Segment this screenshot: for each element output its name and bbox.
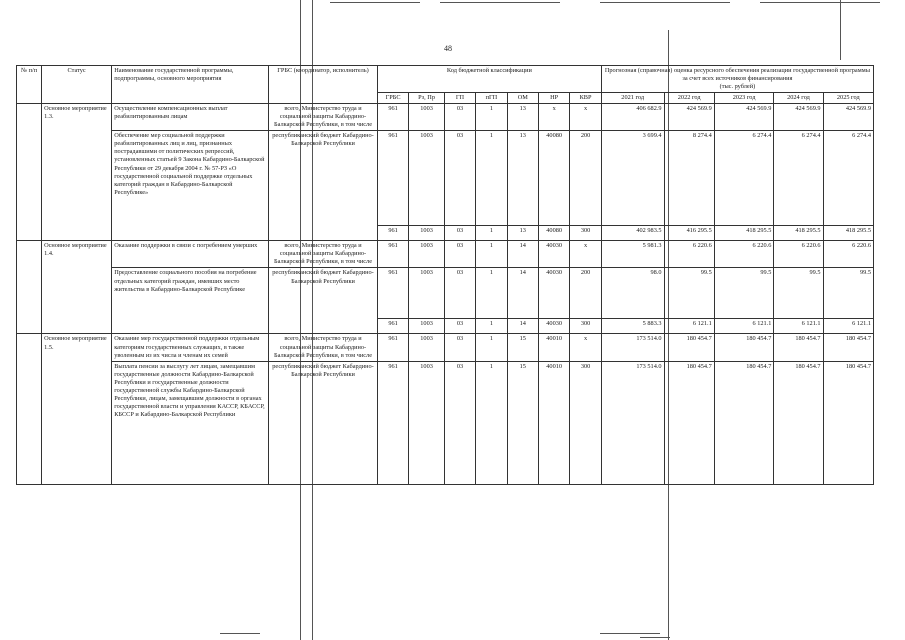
col-name-header: Наименование государственной программы, подпрограммы, основного мероприятия [112,66,269,104]
amount-cell: 6 220.6 [664,241,714,268]
code-cell: 1003 [409,104,445,131]
status-cell: Основное мероприятие 1.4. [42,241,112,334]
page-number: 48 [444,44,452,53]
amount-cell: 418 295.5 [823,226,873,241]
amount-cell: 6 274.4 [774,131,823,226]
code-cell: 40010 [538,361,569,484]
subheader-cell: ОМ [507,93,538,104]
amount-cell: 424 569.9 [664,104,714,131]
amount-cell: 6 121.1 [714,319,774,334]
code-cell: 03 [444,241,475,268]
detail-row [17,268,874,319]
table-body [17,104,874,484]
amount-cell: 180 454.7 [774,334,823,361]
code-cell: 13 [507,226,538,241]
detail-row [17,131,874,226]
item-name-cell: Обеспечение мер социальной поддержки реабилитированных лиц и лиц, признанных пострадавшими от политических репрессий, установленных статьей 9 Закона Кабардино-Балкарской Республики от 29 декабря 2004 г. № 57-РЗ «О государственной социальной поддержке отдельных категорий граждан в Кабардино-Балкарской Республике» [112,131,269,241]
col-num-header: № п/п [17,66,42,104]
code-cell: 1 [476,131,507,226]
subheader-cell: пГП [476,93,507,104]
code-group-header: Код бюджетной классификации [377,66,601,93]
code-cell: 14 [507,319,538,334]
code-cell: 03 [444,334,475,361]
amount-cell: 180 454.7 [714,361,774,484]
code-cell: 40030 [538,268,569,319]
code-cell: 1 [476,104,507,131]
amount-cell: 99.5 [714,268,774,319]
code-cell: 1003 [409,334,445,361]
code-cell: 13 [507,131,538,226]
amount-cell: 173 514.0 [601,361,664,484]
amount-cell: 180 454.7 [823,361,873,484]
subheader-cell: 2024 год [774,93,823,104]
scan-line [640,637,670,638]
code-cell: 14 [507,268,538,319]
subheader-cell: КВР [570,93,601,104]
forecast-title: Прогнозная (справочная) оценка ресурсного обеспечения реализации государственной программы за счет всех источников финансирования [604,67,870,83]
code-cell: 03 [444,361,475,484]
measure-title-cell: Оказание поддержки в связи с погребением умерших [112,241,269,268]
code-cell: х [570,241,601,268]
grbs-cell: всего, Министерство труда и социальной защиты Кабардино-Балкарской Республики, в том числе [269,104,378,131]
code-cell: 961 [377,268,408,319]
subheader-cell: НР [538,93,569,104]
code-cell: 961 [377,241,408,268]
code-cell: х [570,334,601,361]
code-cell: 1003 [409,361,445,484]
amount-cell: 6 121.1 [774,319,823,334]
amount-cell: 180 454.7 [664,361,714,484]
code-cell: 1003 [409,319,445,334]
amount-cell: 6 121.1 [823,319,873,334]
code-cell: 961 [377,334,408,361]
code-cell: 961 [377,104,408,131]
code-cell: 40010 [538,334,569,361]
status-cell: Основное мероприятие 1.5. [42,334,112,484]
row-number-cell [17,334,42,484]
status-cell: Основное мероприятие 1.3. [42,104,112,241]
code-cell: 14 [507,241,538,268]
scan-line [220,633,260,634]
scan-line [760,2,880,3]
code-cell: х [570,104,601,131]
grbs-cell: республиканский бюджет Кабардино-Балкарской Республики [269,268,378,334]
col-status-header: Статус [42,66,112,104]
amount-cell: 99.5 [823,268,873,319]
code-cell: 1003 [409,268,445,319]
amount-cell: 99.5 [664,268,714,319]
code-cell: 03 [444,319,475,334]
section-row [17,334,874,361]
code-cell: 961 [377,361,408,484]
scan-line [600,633,660,634]
code-cell: 1 [476,361,507,484]
code-cell: 40030 [538,319,569,334]
col-grbs-header: ГРБС (координатор, исполнитель) [269,66,378,104]
code-cell: 1 [476,334,507,361]
amount-cell: 180 454.7 [823,334,873,361]
subheader-cell: 2021 год [601,93,664,104]
amount-cell: 424 569.9 [714,104,774,131]
forecast-unit: (тыс. рублей) [719,83,756,91]
amount-cell: 6 274.4 [714,131,774,226]
amount-cell: 416 295.5 [664,226,714,241]
grbs-cell: республиканский бюджет Кабардино-Балкарской Республики [269,361,378,484]
code-cell: х [538,104,569,131]
code-cell: 03 [444,268,475,319]
amount-cell: 6 220.6 [774,241,823,268]
row-number-cell [17,241,42,334]
amount-cell: 6 220.6 [714,241,774,268]
grbs-cell: республиканский бюджет Кабардино-Балкарской Республики [269,131,378,241]
forecast-group-header [601,66,873,93]
item-name-cell: Выплата пенсии за выслугу лет лицам, замещавшим государственные должности Кабардино-Балкарской Республики и государственные должности государственной службы Кабардино-Балкарской Республики, лицам, замещавшим должности в органах государственной власти и управления КАССР, КБАССР, КБССР и Кабардино-Балкарской Республики [112,361,269,484]
section-row [17,104,874,131]
subheader-cell: 2022 год [664,93,714,104]
item-name-cell: Предоставление социального пособия на погребение отдельных категорий граждан, имевших место жительства в Кабардино-Балкарской Республике [112,268,269,334]
code-cell: 1 [476,241,507,268]
scan-line [440,2,560,3]
code-cell: 1003 [409,226,445,241]
code-cell: 961 [377,226,408,241]
amount-cell: 3 699.4 [601,131,664,226]
code-cell: 1 [476,319,507,334]
grbs-cell: всего, Министерство труда и социальной защиты Кабардино-Балкарской Республики, в том числе [269,241,378,268]
code-cell: 1 [476,268,507,319]
budget-table [16,65,874,485]
code-cell: 40080 [538,226,569,241]
amount-cell: 418 295.5 [774,226,823,241]
amount-cell: 424 569.9 [774,104,823,131]
measure-title-cell: Оказание мер государственной поддержки отдельным категориям государственных служащих, в также уволенным из их числа и членам их семей [112,334,269,361]
code-cell: 300 [570,226,601,241]
amount-cell: 6 220.6 [823,241,873,268]
amount-cell: 6 121.1 [664,319,714,334]
amount-cell: 424 569.9 [823,104,873,131]
amount-cell: 173 514.0 [601,334,664,361]
amount-cell: 418 295.5 [714,226,774,241]
code-cell: 200 [570,268,601,319]
amount-cell: 5 883.3 [601,319,664,334]
code-cell: 1003 [409,241,445,268]
header-row [17,66,874,93]
code-cell: 40030 [538,241,569,268]
subheader-cell: ГРБС [377,93,408,104]
measure-title-cell: Осуществление компенсационных выплат реабилитированным лицам [112,104,269,131]
code-cell: 300 [570,319,601,334]
section-row [17,241,874,268]
code-cell: 961 [377,319,408,334]
code-cell: 300 [570,361,601,484]
code-cell: 03 [444,226,475,241]
amount-cell: 5 981.3 [601,241,664,268]
code-cell: 03 [444,131,475,226]
code-cell: 1 [476,226,507,241]
scan-line [600,2,730,3]
code-cell: 961 [377,131,408,226]
code-cell: 200 [570,131,601,226]
amount-cell: 98.0 [601,268,664,319]
subheader-cell: 2025 год [823,93,873,104]
code-cell: 13 [507,104,538,131]
grbs-cell: всего, Министерство труда и социальной защиты Кабардино-Балкарской Республики, в том числе [269,334,378,361]
code-cell: 15 [507,361,538,484]
scan-line [330,2,420,3]
subheader-cell: 2023 год [714,93,774,104]
amount-cell: 402 983.5 [601,226,664,241]
amount-cell: 180 454.7 [714,334,774,361]
amount-cell: 180 454.7 [664,334,714,361]
detail-row [17,361,874,484]
amount-cell: 180 454.7 [774,361,823,484]
subheader-cell: Рз, Пр [409,93,445,104]
row-number-cell [17,104,42,241]
code-cell: 40080 [538,131,569,226]
amount-cell: 8 274.4 [664,131,714,226]
code-cell: 03 [444,104,475,131]
amount-cell: 6 274.4 [823,131,873,226]
amount-cell: 406 682.9 [601,104,664,131]
code-cell: 1003 [409,131,445,226]
scan-line [840,0,841,60]
subheader-cell: ГП [444,93,475,104]
amount-cell: 99.5 [774,268,823,319]
code-cell: 15 [507,334,538,361]
